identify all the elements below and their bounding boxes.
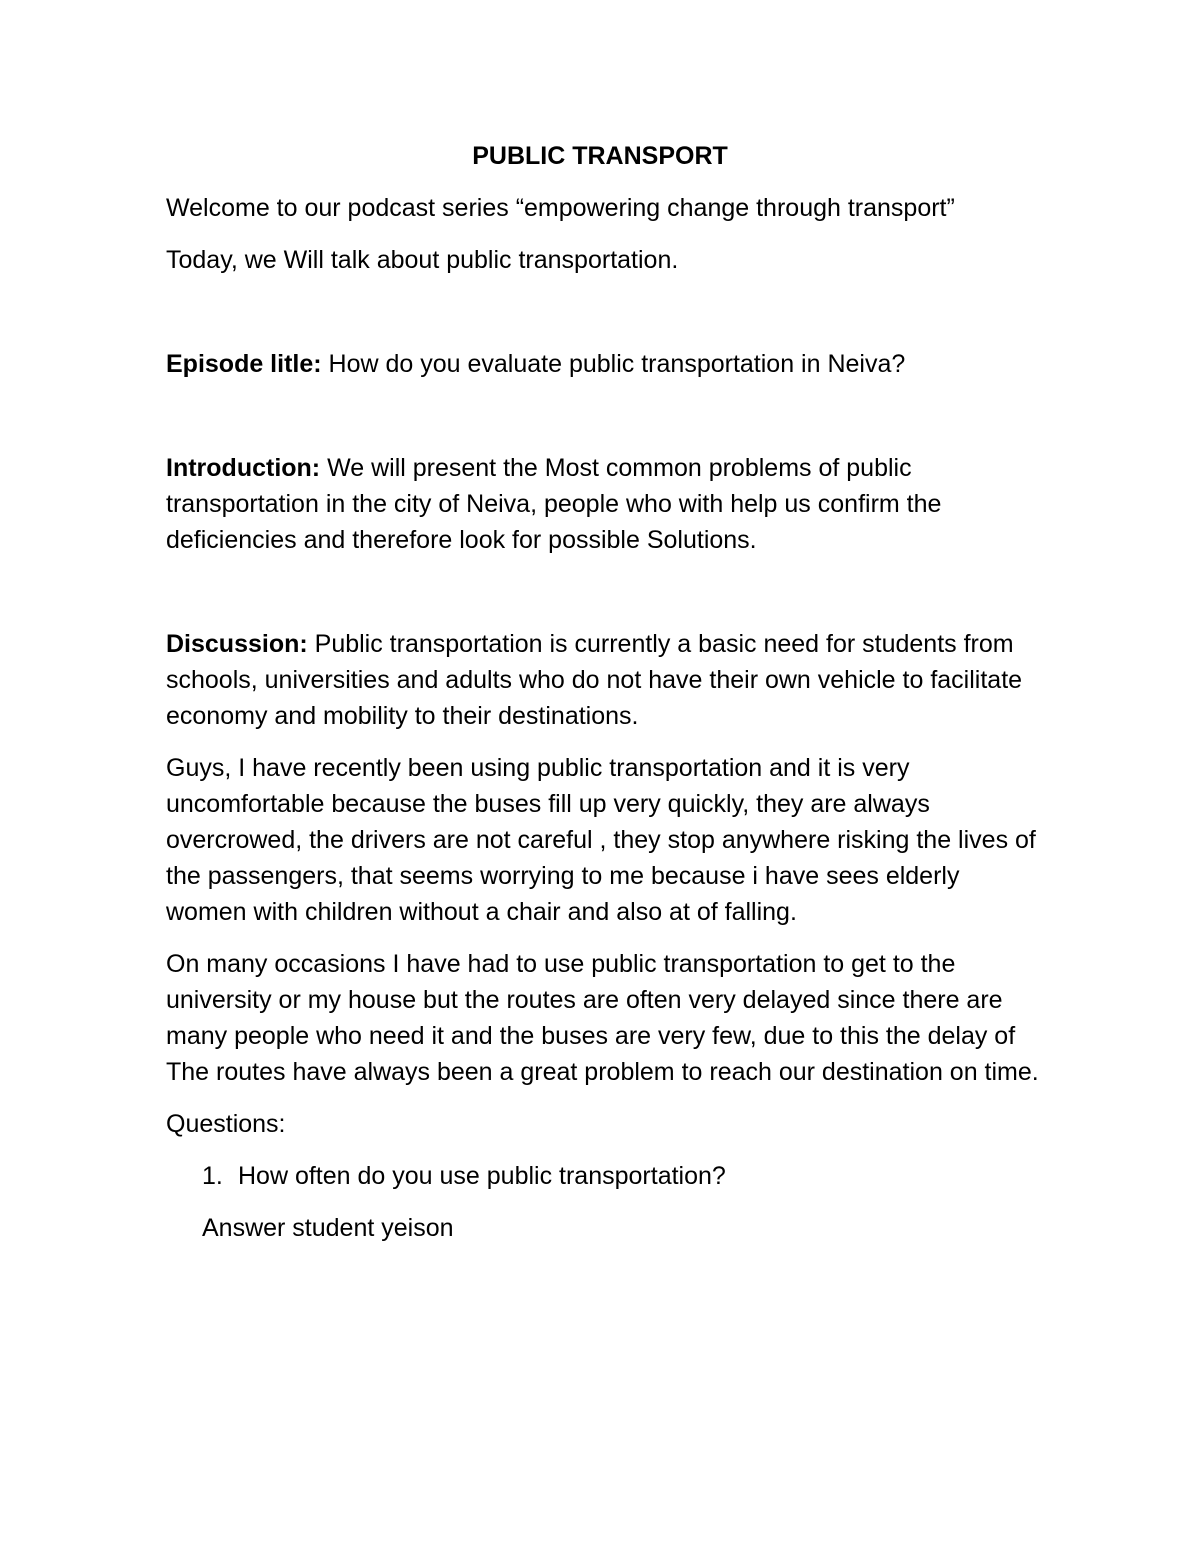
questions-list	[166, 1158, 1046, 1194]
discussion-text: Public transportation is currently a basic need for students from schools, universities and adults who do not have their own vehicle to facilitate economy and mobility to their destinations.	[166, 630, 1023, 730]
document-title: PUBLIC TRANSPORT	[472, 142, 728, 170]
introduction-paragraph	[166, 450, 1046, 558]
list-item-number: 1.	[202, 1162, 223, 1190]
answer-line: Answer student yeison	[202, 1214, 454, 1242]
episode-text: How do you evaluate public transportation in Neiva?	[321, 350, 906, 378]
introduction-label: Introduction:	[166, 454, 321, 482]
episode-label: Episode litle:	[166, 350, 322, 378]
welcome-line: Welcome to our podcast series “empowering change through transport”	[166, 194, 955, 222]
occasions-paragraph: On many occasions I have had to use public transportation to get to the university or my house but the routes are often very delayed since there are many people who need it and the buses are very few, due to this the delay of The routes have always been a great problem to reach our destination on time.	[166, 950, 1039, 1086]
discussion-paragraph	[166, 626, 1046, 734]
list-item-text: How often do you use public transportation?	[238, 1162, 726, 1190]
guys-paragraph: Guys, I have recently been using public transportation and it is very uncomfortable because the buses fill up very quickly, they are always overcrowed, the drivers are not careful , they stop anywhere risking the lives of the passengers, that seems worrying to me because i have sees elderly women with children without a chair and also at of falling.	[166, 754, 1036, 926]
episode-paragraph	[166, 346, 1046, 382]
discussion-label: Discussion:	[166, 630, 308, 658]
introduction-text: We will present the Most common problems of public transportation in the city of Neiva, people who with help us confirm the deficiencies and therefore look for possible Solutions.	[166, 454, 942, 554]
today-line: Today, we Will talk about public transportation.	[166, 246, 679, 274]
questions-heading: Questions:	[166, 1110, 286, 1138]
document-body	[166, 138, 1046, 1262]
list-item	[166, 1158, 1046, 1194]
